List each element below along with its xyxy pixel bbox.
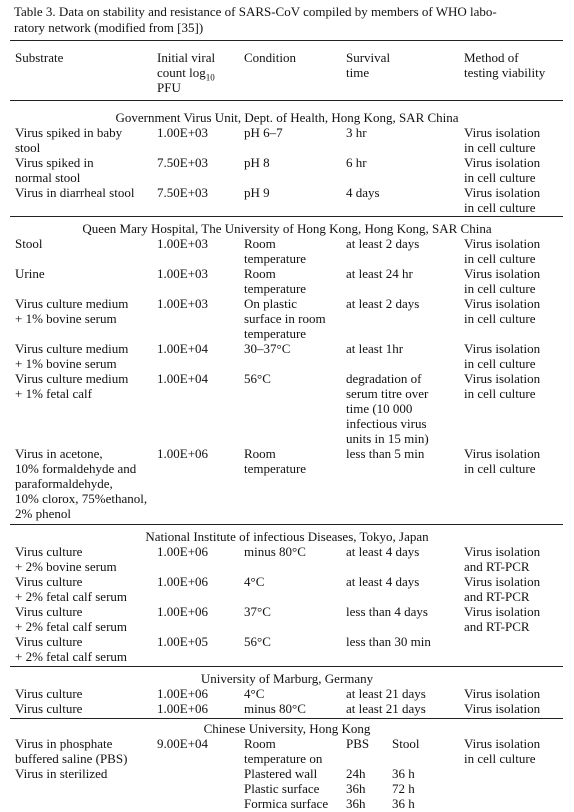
cell-stool-label: Stool bbox=[392, 736, 420, 751]
table-caption: Table 3. Data on stability and resistance of SARS-CoV compiled by members of WHO labo- ratory network (modified from [35]) bbox=[14, 4, 497, 35]
section-title: University of Marburg, Germany bbox=[200, 671, 374, 686]
cell-substrate: Virus spiked in baby stool bbox=[15, 125, 123, 155]
cell-condition: 4°C bbox=[244, 574, 265, 589]
cell-substrate: Virus in phosphate buffered saline (PBS) Virus in sterilized bbox=[15, 736, 128, 781]
cell-count: 1.00E+06 bbox=[157, 604, 209, 619]
cell-condition: 56°C bbox=[244, 634, 271, 649]
cell-method: Virus isolation in cell culture bbox=[464, 296, 541, 326]
cell-count: 1.00E+04 bbox=[157, 371, 209, 386]
cell-survival: degradation of serum titre over time (10 000 infectious virus units in 15 min) bbox=[346, 371, 429, 446]
cell-condition: 30–37°C bbox=[244, 341, 291, 356]
cell-survival: at least 4 days bbox=[346, 544, 420, 559]
cell-condition: Room temperature on Plastered wall Plastic surface Formica surface bbox=[244, 736, 329, 811]
cell-count: 1.00E+04 bbox=[157, 341, 209, 356]
top-rule bbox=[10, 40, 563, 41]
cell-survival: at least 4 days bbox=[346, 574, 420, 589]
cell-count: 1.00E+06 bbox=[157, 446, 209, 461]
cell-substrate: Virus culture + 2% fetal calf serum bbox=[15, 574, 128, 604]
cell-survival: at least 2 days bbox=[346, 296, 420, 311]
cell-method: Virus isolation in cell culture bbox=[464, 236, 541, 266]
cell-condition: minus 80°C bbox=[244, 544, 306, 559]
section-rule bbox=[10, 524, 563, 525]
cell-condition: pH 8 bbox=[244, 155, 270, 170]
cell-survival: less than 4 days bbox=[346, 604, 428, 619]
cell-method: Virus isolation and RT-PCR bbox=[464, 604, 541, 634]
header-method: Method of testing viability bbox=[464, 50, 546, 80]
cell-substrate: Urine bbox=[15, 266, 45, 281]
cell-condition: 56°C bbox=[244, 371, 271, 386]
cell-method: Virus isolation and RT-PCR bbox=[464, 544, 541, 574]
section-title: Queen Mary Hospital, The University of Hong Kong, Hong Kong, SAR China bbox=[82, 221, 492, 236]
cell-count: 1.00E+06 bbox=[157, 686, 209, 701]
cell-substrate: Virus culture + 2% fetal calf serum bbox=[15, 634, 128, 664]
cell-count: 7.50E+03 bbox=[157, 185, 209, 200]
cell-condition: pH 9 bbox=[244, 185, 270, 200]
cell-method: Virus isolation in cell culture bbox=[464, 371, 541, 401]
cell-method: Virus isolation in cell culture bbox=[464, 266, 541, 296]
cell-substrate: Virus in acetone, 10% formaldehyde and paraformaldehyde, 10% clorox, 75%ethanol, 2% phenol bbox=[15, 446, 148, 521]
cell-condition: pH 6–7 bbox=[244, 125, 283, 140]
section-title: Government Virus Unit, Dept. of Health, Hong Kong, SAR China bbox=[115, 110, 459, 125]
cell-method: Virus isolation in cell culture bbox=[464, 125, 541, 155]
section-rule bbox=[10, 666, 563, 667]
cell-substrate: Virus culture + 2% bovine serum bbox=[15, 544, 117, 574]
section-title: National Institute of infectious Diseases, Tokyo, Japan bbox=[145, 529, 429, 544]
cell-survival: at least 1hr bbox=[346, 341, 404, 356]
cell-substrate: Virus spiked in normal stool bbox=[15, 155, 94, 185]
cell-method: Virus isolation in cell culture bbox=[464, 736, 541, 766]
cell-substrate: Virus culture bbox=[15, 701, 83, 716]
cell-count: 1.00E+03 bbox=[157, 125, 209, 140]
cell-count: 1.00E+03 bbox=[157, 266, 209, 281]
cell-stool-values: 36 h 72 h 36 h bbox=[392, 766, 415, 811]
cell-survival: at least 24 hr bbox=[346, 266, 413, 281]
cell-condition: On plastic surface in room temperature bbox=[244, 296, 326, 341]
cell-count: 1.00E+05 bbox=[157, 634, 209, 649]
cell-count: 1.00E+06 bbox=[157, 574, 209, 589]
section-rule bbox=[10, 718, 563, 719]
cell-count: 1.00E+03 bbox=[157, 236, 209, 251]
cell-survival: 3 hr bbox=[346, 125, 367, 140]
cell-condition: Room temperature bbox=[244, 446, 307, 476]
header-rule bbox=[10, 100, 563, 101]
cell-substrate: Virus culture bbox=[15, 686, 83, 701]
cell-condition: 37°C bbox=[244, 604, 271, 619]
cell-count: 1.00E+06 bbox=[157, 701, 209, 716]
cell-method: Virus isolation and RT-PCR bbox=[464, 574, 541, 604]
cell-pbs-values: 24h 36h 36h bbox=[346, 766, 366, 811]
cell-substrate: Virus culture + 2% fetal calf serum bbox=[15, 604, 128, 634]
header-condition: Condition bbox=[244, 50, 297, 65]
section-rule bbox=[10, 216, 563, 217]
cell-survival: at least 2 days bbox=[346, 236, 420, 251]
cell-count: 7.50E+03 bbox=[157, 155, 209, 170]
header-survival-time: Survival time bbox=[346, 50, 391, 80]
cell-survival: 4 days bbox=[346, 185, 380, 200]
cell-method: Virus isolation in cell culture bbox=[464, 185, 541, 215]
cell-condition: Room temperature bbox=[244, 266, 307, 296]
cell-method: Virus isolation in cell culture bbox=[464, 155, 541, 185]
cell-survival: less than 5 min bbox=[346, 446, 425, 461]
cell-survival: less than 30 min bbox=[346, 634, 431, 649]
cell-pbs-label: PBS bbox=[346, 736, 370, 751]
cell-survival: 6 hr bbox=[346, 155, 367, 170]
cell-condition: Room temperature bbox=[244, 236, 307, 266]
cell-count: 1.00E+03 bbox=[157, 296, 209, 311]
cell-method: Virus isolation bbox=[464, 686, 541, 701]
cell-substrate: Virus culture medium + 1% bovine serum bbox=[15, 296, 129, 326]
cell-method: Virus isolation bbox=[464, 701, 541, 716]
cell-substrate: Virus in diarrheal stool bbox=[15, 185, 135, 200]
cell-survival: at least 21 days bbox=[346, 701, 426, 716]
cell-method: Virus isolation in cell culture bbox=[464, 446, 541, 476]
cell-substrate: Stool bbox=[15, 236, 43, 251]
header-substrate: Substrate bbox=[15, 50, 64, 65]
cell-condition: minus 80°C bbox=[244, 701, 306, 716]
cell-substrate: Virus culture medium + 1% fetal calf bbox=[15, 371, 129, 401]
cell-substrate: Virus culture medium + 1% bovine serum bbox=[15, 341, 129, 371]
cell-condition: 4°C bbox=[244, 686, 265, 701]
header-initial-count: Initial viral count $\log_{10}$ PFU bbox=[157, 50, 216, 95]
cell-method: Virus isolation in cell culture bbox=[464, 341, 541, 371]
cell-count: 1.00E+06 bbox=[157, 544, 209, 559]
cell-count: 9.00E+04 bbox=[157, 736, 209, 751]
cell-survival: at least 21 days bbox=[346, 686, 426, 701]
section-title: Chinese University, Hong Kong bbox=[203, 721, 371, 736]
